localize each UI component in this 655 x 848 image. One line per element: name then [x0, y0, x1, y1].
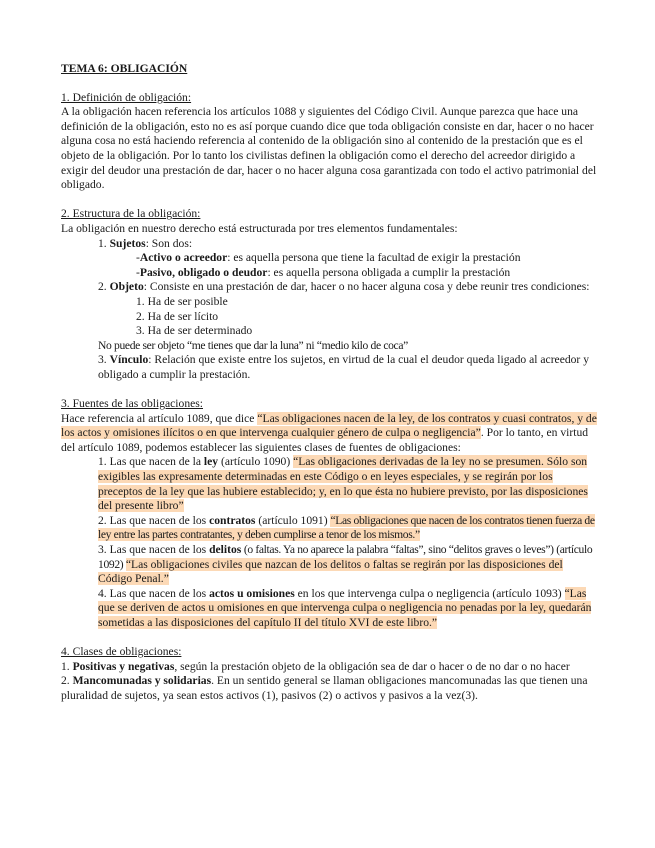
- document-title: TEMA 6: OBLIGACIÓN: [61, 62, 188, 75]
- structure-item-objeto: 2. Objeto: Consiste en una prestación de dar, hacer o no hacer alguna cosa y debe reunir tres condiciones:: [98, 280, 590, 294]
- condition-item: 2. Ha de ser lícito: [136, 309, 219, 323]
- source-item-contratos: 2. Las que nacen de los contratos (artículo 1091) “Las obligaciones que nacen de los contratos tienen fuerza de ley entre las partes contratantes, y deben cumplirse a tenor de los mismos.”: [98, 513, 595, 542]
- sujeto-pasivo: -Pasivo, obligado o deudor: es aquella persona obligada a cumplir la prestación: [136, 265, 511, 279]
- structure-item-sujetos: 1. Sujetos: Son dos:: [98, 236, 193, 250]
- highlighted-quote: “Las obligaciones civiles que nazcan de los delitos o faltas se regirán por las disposiciones del Código Penal.”: [98, 557, 563, 586]
- section-1-heading: 1. Definición de obligación:: [61, 90, 192, 104]
- highlighted-quote: “Las que se deriven de actos u omisiones en que intervenga culpa o negligencia no penadas por la ley, quedarán sometidas a las disposiciones del capítulo II del título XVI de este libro.”: [98, 586, 592, 629]
- source-item-ley: 1. Las que nacen de la ley (artículo 1090) “Las obligaciones derivadas de la ley no se presumen. Sólo son exigibles las expresamente determinadas en este Código o en leyes especiales, y se regirán por los preceptos de la ley que las hubiere establecido; y, en lo que ésta no hubiere previsto, por las disposiciones del presente libro”: [98, 455, 588, 513]
- source-item-delitos: 3. Las que nacen de los delitos (o faltas. Ya no aparece la palabra “faltas”, sino “delitos graves o leves”) (artículo 1092) “Las obligaciones civiles que nazcan de los delitos o faltas se regirán por las disposiciones del Código Penal.”: [98, 543, 593, 586]
- condition-item: 1. Ha de ser posible: [136, 294, 228, 308]
- highlighted-quote: “Las obligaciones que nacen de los contratos tienen fuerza de ley entre las partes contratantes, y deben cumplirse a tenor de los mismos.”: [98, 513, 595, 542]
- class-item-mancomunadas: 2. Mancomunadas y solidarias. En un sentido general se llaman obligaciones mancomunadas las que tienen una pluralidad de sujetos, ya sean estos activos (1), pasivos (2) o activos y pasivos a la vez(3).: [61, 674, 588, 702]
- section-2-heading: 2. Estructura de la obligación:: [61, 207, 201, 221]
- class-item-positivas: 1. Positivas y negativas, según la prestación objeto de la obligación sea de dar o hacer o de no dar o no hacer: [61, 659, 570, 673]
- section-1-body: A la obligación hacen referencia los artículos 1088 y siguientes del Código Civil. Aunque parezca que hace una definición de la obligación, esto no es así porque cuando dice que toda obligación consiste en dar, hacer o no hacer alguna cosa no está haciendo referencia al contenido de la obligación sino al contenido de la prestación que es el objeto de la obligación. Por lo tanto los civilistas definen la obligación como el derecho del acreedor dirigido a exigir del deudor una prestación de dar, hacer o no hacer alguna cosa garantizada con todo el activo patrimonial del obligado.: [61, 105, 597, 192]
- section-3-heading: 3. Fuentes de las obligaciones:: [61, 397, 203, 411]
- objeto-note: No puede ser objeto “me tienes que dar la luna” ni “medio kilo de coca”: [98, 338, 408, 352]
- section-4-heading: 4. Clases de obligaciones:: [61, 645, 182, 659]
- section-3-intro: Hace referencia al artículo 1089, que dice “Las obligaciones nacen de la ley, de los contratos y cuasi contratos, y de los actos y omisiones ilícitos o en que intervenga cualquier género de culpa o negligencia”. Por lo tanto, en virtud del artículo 1089, podemos establecer las siguientes clases de fuentes de obligaciones:: [61, 411, 597, 454]
- sujeto-activo: -Activo o acreedor: es aquella persona que tiene la facultad de exigir la prestación: [136, 251, 521, 265]
- section-2-intro: La obligación en nuestro derecho está estructurada por tres elementos fundamentales:: [61, 221, 458, 235]
- structure-item-vinculo: 3. Vínculo: Relación que existe entre los sujetos, en virtud de la cual el deudor queda ligado al acreedor y obligado a cumplir la prestación.: [98, 353, 589, 381]
- highlighted-quote: “Las obligaciones derivadas de la ley no se presumen. Sólo son exigibles las expresamente determinadas en este Código o en leyes especiales, y se regirán por los preceptos de la ley que las hubiere establecido; y, en lo que ésta no hubiere previsto, por las disposiciones del presente libro”: [98, 455, 588, 513]
- condition-item: 3. Ha de ser determinado: [136, 324, 253, 338]
- highlighted-quote: “Las obligaciones nacen de la ley, de los contratos y cuasi contratos, y de los actos y omisiones ilícitos o en que intervenga cualquier género de culpa o negligencia”: [61, 411, 597, 440]
- source-item-actos: 4. Las que nacen de los actos u omisiones en los que intervenga culpa o negligencia (artículo 1093) “Las que se deriven de actos u omisiones en que intervenga culpa o negligencia no penadas por la ley, quedarán sometidas a las disposiciones del capítulo II del título XVI de este libro.”: [98, 586, 592, 629]
